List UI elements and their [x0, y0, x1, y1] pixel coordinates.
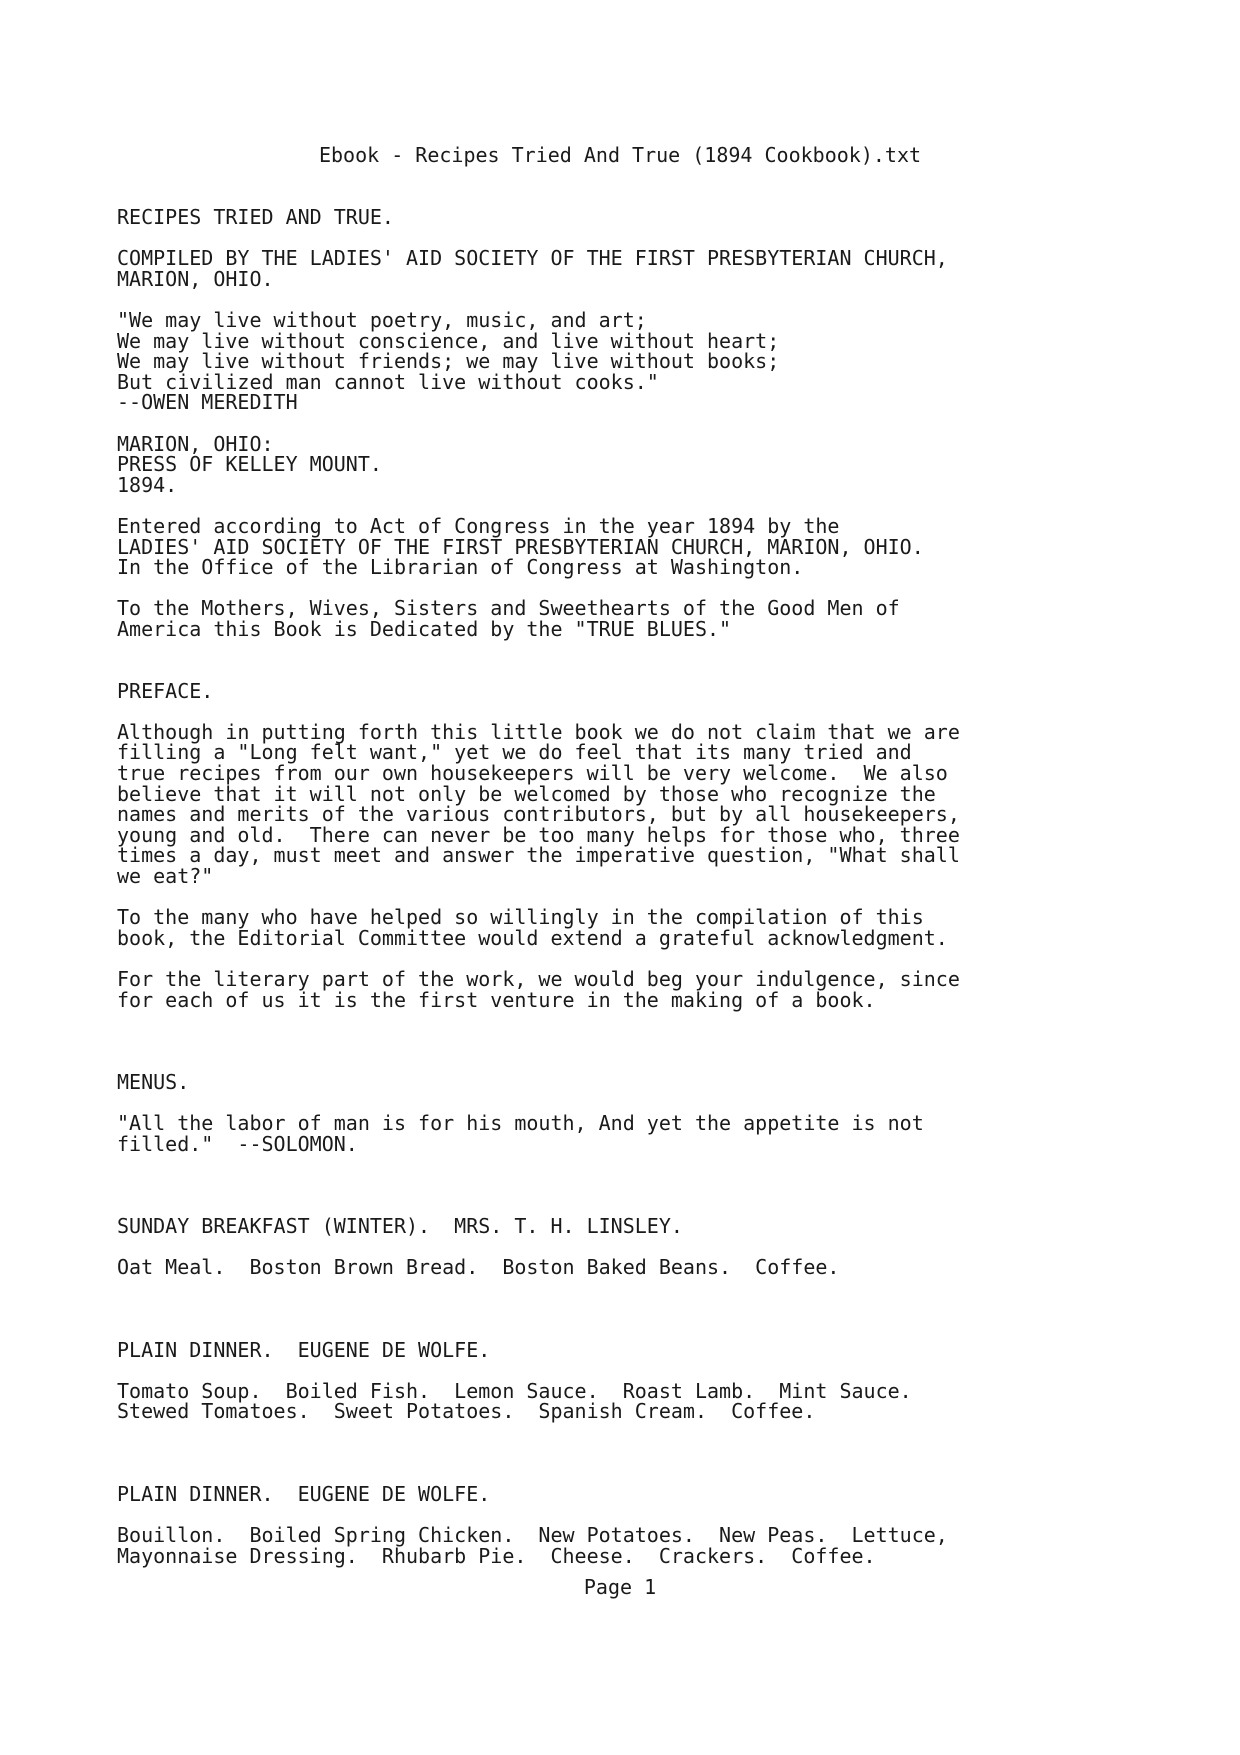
dedication-line-2: America this Book is Dedicated by the "TRUE BLUES." — [117, 616, 732, 641]
menus-heading: MENUS. — [117, 1069, 190, 1094]
preface-p2-line-1: To the many who have helped so willingly in the compilation of this — [117, 905, 924, 930]
page-header-title: Ebook - Recipes Tried And True (1894 Cookbook).txt — [318, 143, 922, 167]
epigraph-attribution: --OWEN MEREDITH — [117, 390, 298, 415]
menu-items-line: Tomato Soup. Boiled Fish. Lemon Sauce. Roast Lamb. Mint Sauce. — [117, 1378, 912, 1403]
preface-p1-line-4: believe that it will not only be welcomed by those who recognize the — [117, 781, 936, 806]
preface-p2-line-2: book, the Editorial Committee would extend a grateful acknowledgment. — [117, 925, 948, 950]
preface-heading: PREFACE. — [117, 678, 214, 703]
preface-p1-line-2: filling a "Long felt want," yet we do feel that its many tried and — [117, 740, 912, 765]
compiled-by-line-2: MARION, OHIO. — [117, 266, 274, 291]
document-body — [117, 207, 1177, 1566]
epigraph-line-3: We may live without friends; we may live without books; — [117, 349, 780, 374]
preface-p1-line-7: times a day, must meet and answer the imperative question, "What shall — [117, 843, 960, 868]
menu-items-line: Oat Meal. Boston Brown Bread. Boston Baked Beans. Coffee. — [117, 1255, 840, 1280]
preface-p3-line-2: for each of us it is the first venture in the making of a book. — [117, 987, 876, 1012]
copyright-line-3: In the Office of the Librarian of Congress at Washington. — [117, 555, 804, 580]
menu-heading: PLAIN DINNER. EUGENE DE WOLFE. — [117, 1337, 491, 1362]
preface-p1-line-5: names and merits of the various contributors, but by all housekeepers, — [117, 802, 960, 827]
menu-items-line: Stewed Tomatoes. Sweet Potatoes. Spanish Cream. Coffee. — [117, 1399, 816, 1424]
epigraph-line-1: "We may live without poetry, music, and art; — [117, 307, 647, 332]
epigraph-line-4: But civilized man cannot live without cooks." — [117, 369, 659, 394]
menu-heading: SUNDAY BREAKFAST (WINTER). MRS. T. H. LINSLEY. — [117, 1214, 683, 1239]
menu-items-line: Bouillon. Boiled Spring Chicken. New Potatoes. New Peas. Lettuce, — [117, 1523, 948, 1548]
imprint-line-2: PRESS OF KELLEY MOUNT. — [117, 452, 382, 477]
menus-quote-line-1: "All the labor of man is for his mouth, And yet the appetite is not — [117, 1111, 924, 1136]
copyright-line-1: Entered according to Act of Congress in the year 1894 by the — [117, 513, 840, 538]
menus-quote-line-2: filled." --SOLOMON. — [117, 1131, 358, 1156]
epigraph-line-2: We may live without conscience, and live without heart; — [117, 328, 780, 353]
imprint-line-3: 1894. — [117, 472, 178, 497]
preface-p3-line-1: For the literary part of the work, we would beg your indulgence, since — [117, 966, 960, 991]
preface-p1-line-6: young and old. There can never be too many helps for those who, three — [117, 822, 960, 847]
dedication-line-1: To the Mothers, Wives, Sisters and Sweethearts of the Good Men of — [117, 596, 900, 621]
menu-items-line: Mayonnaise Dressing. Rhubarb Pie. Cheese. Crackers. Coffee. — [117, 1543, 876, 1568]
preface-p1-line-3: true recipes from our own housekeepers will be very welcome. We also — [117, 761, 948, 786]
menu-heading: PLAIN DINNER. EUGENE DE WOLFE. — [117, 1481, 491, 1506]
preface-p1-line-8: we eat?" — [117, 864, 214, 888]
imprint-line-1: MARION, OHIO: — [117, 431, 274, 456]
page-number: Page 1 — [583, 1575, 657, 1599]
book-title: RECIPES TRIED AND TRUE. — [117, 205, 394, 229]
compiled-by-line-1: COMPILED BY THE LADIES' AID SOCIETY OF THE FIRST PRESBYTERIAN CHURCH, — [117, 246, 948, 271]
preface-p1-line-1: Although in putting forth this little book we do not claim that we are — [117, 719, 960, 744]
copyright-line-2: LADIES' AID SOCIETY OF THE FIRST PRESBYTERIAN CHURCH, MARION, OHIO. — [117, 534, 924, 559]
